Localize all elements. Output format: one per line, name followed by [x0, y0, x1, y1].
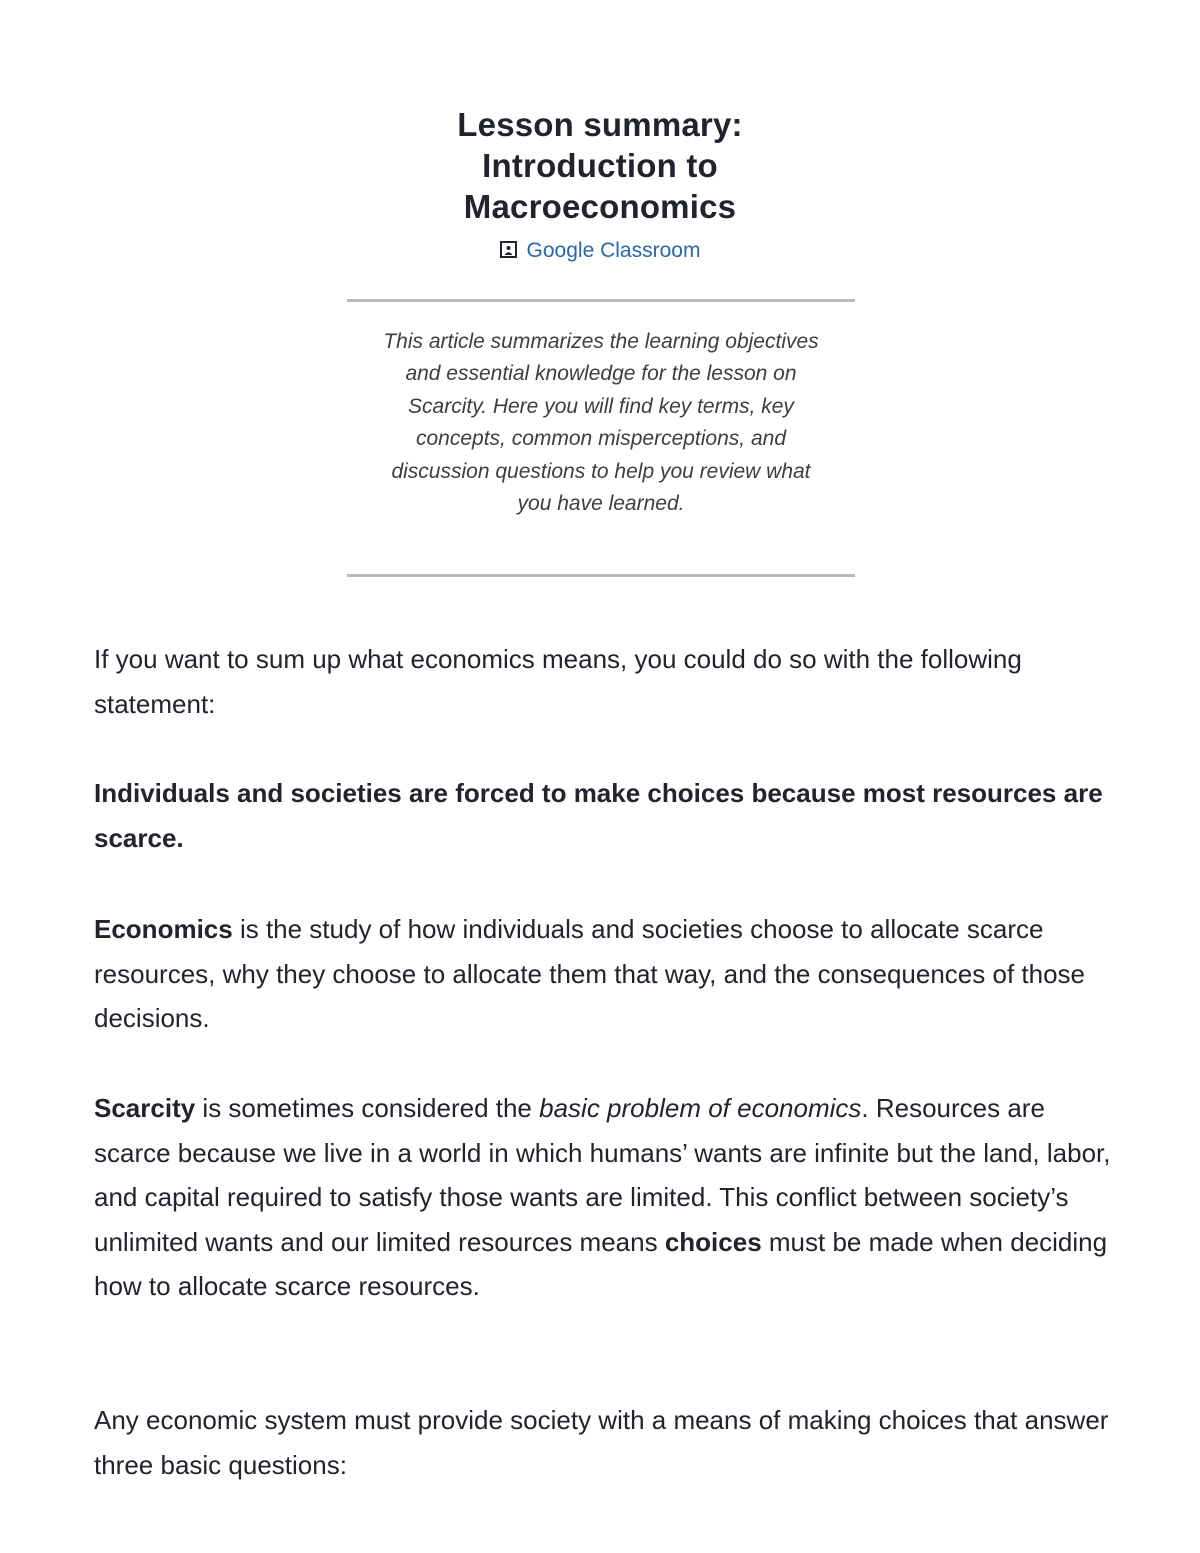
title-line-3: Macroeconomics — [463, 188, 737, 225]
google-classroom-link[interactable]: Google Classroom — [526, 239, 701, 262]
scarcity-text-a: is sometimes considered the — [195, 1093, 540, 1123]
scarcity-paragraph — [94, 1086, 1124, 1309]
scarcity-text-b: . Resources are scarce because we live in a world in which humans’ wants are infinite but the land, labor, and capital required to satisfy those wants are limited. This conflict between society’s unlimited wants and our limited resources means — [94, 1093, 1111, 1257]
basic-problem-phrase: basic problem of economics — [539, 1093, 862, 1123]
page-title — [300, 104, 900, 227]
intro-paragraph: If you want to sum up what economics means, you could do so with the following statement: — [94, 644, 1022, 719]
article-summary: This article summarizes the learning objectives and essential knowledge for the lesson on Scarcity. Here you will find key terms, key concepts, common misperceptions, and discussion questions to help you review what you have learned. — [383, 330, 819, 516]
economics-definition — [94, 907, 1124, 1041]
key-statement: Individuals and societies are forced to make choices because most resources are scarce. — [94, 778, 1103, 853]
economic-system-paragraph: Any economic system must provide society with a means of making choices that answer three basic questions: — [94, 1405, 1109, 1480]
scarcity-text-c: must be made when deciding how to allocate scarce resources. — [94, 1226, 1108, 1301]
scarcity-term: Scarcity — [94, 1093, 196, 1123]
title-line-2: Introduction to — [482, 147, 718, 184]
title-line-1: Lesson summary: — [457, 106, 743, 143]
choices-term: choices — [664, 1226, 762, 1257]
economics-definition-text: is the study of how individuals and societies choose to allocate scarce resources, why they choose to allocate them that way, and the consequences of those decisions. — [94, 914, 1085, 1033]
summary-top-divider — [347, 299, 855, 302]
summary-bottom-divider — [347, 574, 855, 577]
google-classroom-share[interactable] — [300, 236, 900, 266]
economics-term: Economics — [94, 914, 233, 944]
google-classroom-icon[interactable] — [500, 241, 517, 258]
